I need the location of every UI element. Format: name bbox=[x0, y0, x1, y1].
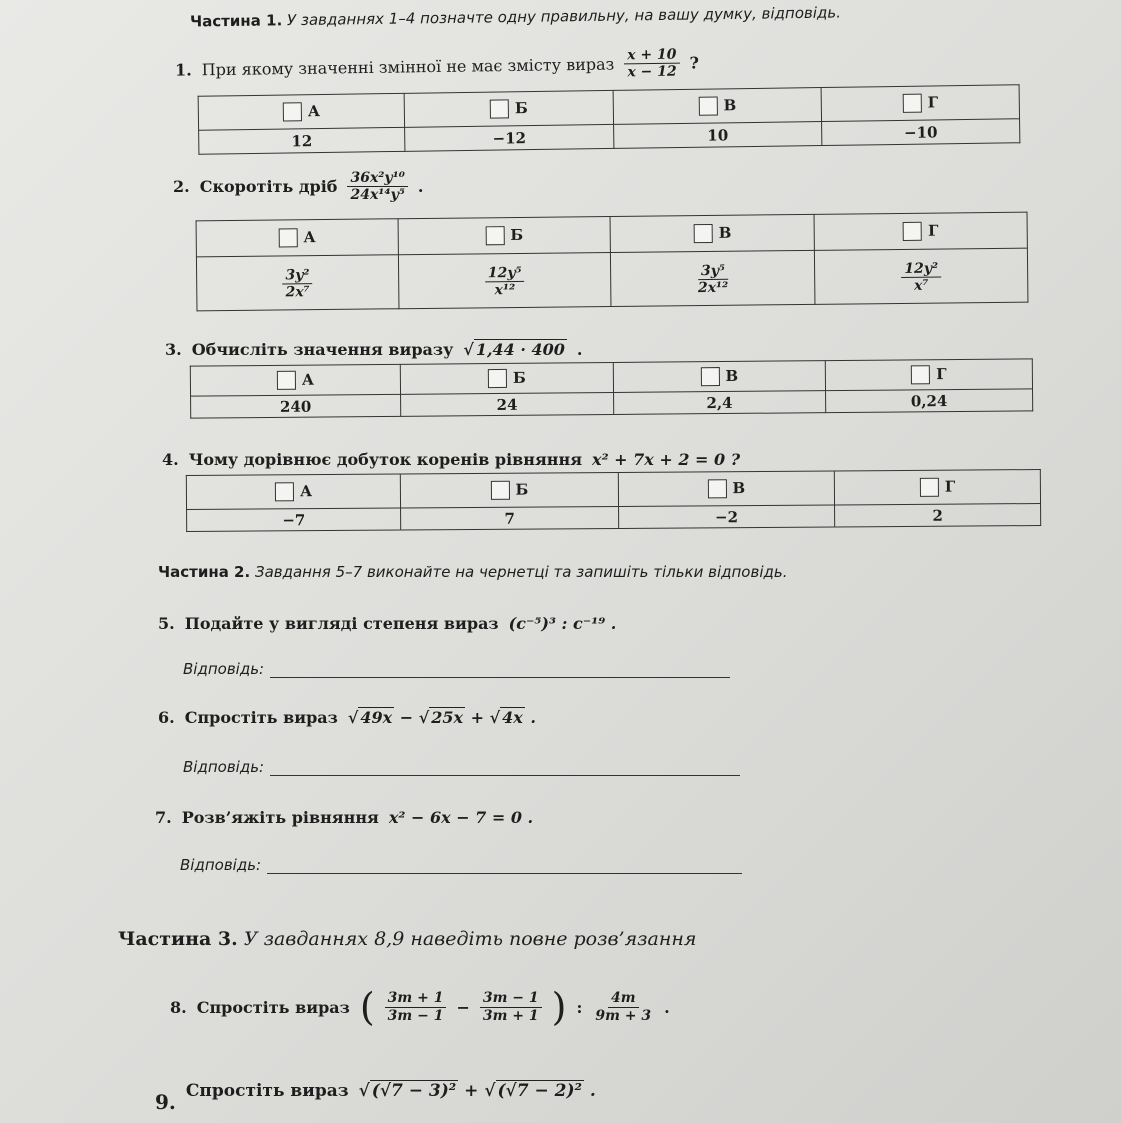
option-letter: Г bbox=[936, 364, 947, 383]
answer-table-1 bbox=[198, 84, 1021, 154]
numerator: 3m − 1 bbox=[480, 990, 542, 1007]
numerator: 3y⁵ bbox=[698, 263, 728, 280]
question-number: 8. bbox=[170, 997, 187, 1017]
denominator: 24x¹⁴y⁵ bbox=[350, 187, 405, 204]
option-value: 240 bbox=[191, 394, 401, 418]
numerator: 12y⁵ bbox=[485, 265, 525, 283]
option-value: 12 bbox=[199, 127, 405, 154]
checkbox[interactable] bbox=[485, 226, 504, 245]
numerator: 3y² bbox=[282, 267, 312, 284]
sqrt-sign: √ bbox=[463, 340, 474, 359]
checkbox[interactable] bbox=[490, 481, 509, 500]
question-3 bbox=[165, 340, 583, 359]
option-value: 2,4 bbox=[613, 391, 825, 415]
checkbox[interactable] bbox=[920, 478, 939, 497]
answer-7 bbox=[180, 856, 742, 874]
part-label: Частина 1. bbox=[189, 11, 283, 31]
option-a[interactable] bbox=[198, 93, 405, 130]
question-number: 6. bbox=[158, 708, 175, 727]
option-letter: А bbox=[299, 481, 313, 500]
option-a[interactable] bbox=[196, 219, 398, 257]
denominator: x − 12 bbox=[627, 63, 677, 81]
option-letter: Б bbox=[515, 480, 529, 499]
option-value: −2 bbox=[618, 505, 835, 529]
checkbox[interactable] bbox=[911, 365, 930, 384]
denominator: 9m + 3 bbox=[595, 1007, 652, 1024]
option-letter: Г bbox=[927, 93, 939, 112]
checkbox[interactable] bbox=[275, 482, 294, 501]
part-instructions: У завданнях 1–4 позначте одну правильну, на вашу думку, відповідь. bbox=[286, 3, 842, 30]
option-letter: В bbox=[732, 478, 746, 497]
option-value bbox=[611, 250, 815, 306]
option-value: −7 bbox=[187, 508, 402, 531]
question-text: Чому дорівнює добуток коренів рівняння bbox=[188, 450, 583, 469]
option-value: 0,24 bbox=[826, 389, 1033, 413]
checkbox[interactable] bbox=[283, 103, 302, 122]
option-value bbox=[398, 253, 611, 309]
question-number: 7. bbox=[155, 808, 172, 827]
option-value bbox=[815, 248, 1028, 304]
option-value: −12 bbox=[405, 124, 614, 151]
expression: (c⁻⁵)³ : c⁻¹⁹ . bbox=[508, 614, 617, 633]
numerator: 4m bbox=[608, 990, 639, 1007]
option-b[interactable] bbox=[398, 217, 611, 255]
denominator: x¹² bbox=[494, 282, 516, 299]
punct: . bbox=[576, 340, 583, 359]
radicand: (√7 − 2)² bbox=[497, 1081, 582, 1101]
option-value: −10 bbox=[822, 119, 1020, 146]
option-letter: А bbox=[301, 370, 315, 389]
radicand: 49x bbox=[360, 708, 393, 727]
checkbox[interactable] bbox=[707, 479, 726, 498]
numerator: 3m + 1 bbox=[385, 990, 447, 1007]
option-letter: А bbox=[307, 101, 321, 120]
numerator: x + 10 bbox=[624, 47, 680, 65]
question-number: 3. bbox=[165, 340, 182, 359]
radicand: 1,44 · 400 bbox=[475, 340, 565, 359]
part-label: Частина 2. bbox=[158, 563, 251, 581]
answer-label: Відповідь: bbox=[183, 758, 265, 776]
equation: x² + 7x + 2 = 0 ? bbox=[592, 450, 741, 469]
option-letter: Б bbox=[512, 368, 526, 387]
option-letter: Б bbox=[510, 225, 524, 244]
denominator: 2x¹² bbox=[697, 279, 729, 297]
option-letter: В bbox=[723, 95, 737, 115]
denominator: 3m − 1 bbox=[387, 1007, 444, 1024]
part2-heading bbox=[158, 563, 787, 581]
checkbox[interactable] bbox=[694, 224, 713, 243]
part-instructions: У завданнях 8,9 наведіть повне розв’язання bbox=[243, 928, 697, 950]
question-text: При якому значенні змінної не має змісту вираз bbox=[201, 54, 615, 80]
answer-table-3 bbox=[190, 358, 1033, 418]
fraction bbox=[624, 47, 680, 81]
option-letter: А bbox=[303, 227, 316, 246]
punct: ? bbox=[689, 53, 700, 73]
answer-line-6[interactable] bbox=[270, 774, 740, 776]
option-value: 24 bbox=[401, 392, 614, 416]
question-5 bbox=[158, 614, 616, 633]
checkbox[interactable] bbox=[278, 229, 297, 248]
part3-heading bbox=[118, 928, 696, 950]
option-value: 2 bbox=[835, 504, 1041, 527]
fraction bbox=[347, 170, 407, 203]
denominator: 3m + 1 bbox=[482, 1007, 539, 1024]
option-letter: Б bbox=[514, 98, 528, 118]
part1-heading bbox=[190, 3, 841, 30]
option-value: 10 bbox=[614, 122, 823, 149]
checkbox[interactable] bbox=[488, 369, 507, 388]
answer-line-5[interactable] bbox=[270, 676, 730, 678]
answer-label: Відповідь: bbox=[183, 660, 265, 678]
option-b[interactable] bbox=[404, 90, 613, 127]
question-text: Подайте у вигляді степеня вираз bbox=[184, 614, 499, 633]
question-8: 8. Спростіть вираз ( $\frac{3m + 1}{3m - 1}$ − $\frac{3m - 1}{3m + 1}$ ) : $\frac{4m}{9m + 3}$ . bbox=[170, 985, 670, 1029]
question-number: 5. bbox=[158, 614, 175, 633]
question-text: Спростіть вираз bbox=[184, 708, 338, 727]
question-2 bbox=[173, 170, 423, 203]
question-1 bbox=[175, 46, 699, 87]
answer-label: Відповідь: bbox=[180, 856, 262, 874]
option-v[interactable] bbox=[610, 214, 814, 252]
question-number: 2. bbox=[173, 177, 190, 197]
checkbox[interactable] bbox=[277, 371, 296, 390]
question-text: Спростіть вираз bbox=[196, 997, 350, 1017]
option-g[interactable] bbox=[834, 470, 1040, 505]
question-text: Спростіть вираз bbox=[185, 1081, 349, 1101]
answer-table-4 bbox=[186, 469, 1041, 532]
question-text: Скоротіть дріб bbox=[199, 177, 338, 197]
option-value: 7 bbox=[401, 506, 618, 530]
option-v[interactable] bbox=[613, 88, 822, 125]
equation: x² − 6x − 7 = 0 . bbox=[388, 808, 534, 827]
option-v[interactable] bbox=[618, 471, 835, 507]
question-6: 6. Спростіть вираз √ 49x − √ 25x + √ 4x . bbox=[158, 708, 536, 727]
answer-6 bbox=[183, 758, 740, 776]
denominator: x⁷ bbox=[914, 277, 929, 294]
option-letter: Г bbox=[928, 221, 939, 240]
checkbox[interactable] bbox=[700, 367, 719, 386]
question-9: 9. Спростіть вираз √ (√7 − 3)² + √ (√7 − 2)² . bbox=[155, 1081, 596, 1114]
radicand: 4x bbox=[502, 708, 523, 727]
radicand: (√7 − 3)² bbox=[371, 1081, 457, 1101]
option-value bbox=[196, 255, 398, 311]
question-number: 1. bbox=[174, 60, 192, 80]
option-letter: Г bbox=[944, 477, 956, 496]
option-a[interactable] bbox=[190, 364, 400, 396]
option-b[interactable] bbox=[401, 472, 618, 508]
option-g[interactable] bbox=[814, 212, 1027, 250]
part-instructions: Завдання 5–7 виконайте на чернетці та запишіть тільки відповідь. bbox=[254, 563, 788, 581]
checkbox[interactable] bbox=[903, 94, 922, 113]
question-text: Обчисліть значення виразу bbox=[191, 340, 454, 359]
option-g[interactable] bbox=[825, 359, 1032, 391]
option-g[interactable] bbox=[821, 85, 1019, 122]
answer-5 bbox=[183, 660, 730, 678]
punct: . bbox=[417, 177, 424, 197]
checkbox[interactable] bbox=[490, 100, 509, 119]
numerator: 36x²y¹⁰ bbox=[347, 170, 407, 187]
part-label: Частина 3. bbox=[118, 928, 238, 950]
answer-table-2 bbox=[196, 212, 1029, 312]
option-v[interactable] bbox=[613, 361, 825, 393]
question-number: 9. bbox=[155, 1090, 176, 1114]
question-7 bbox=[155, 808, 533, 827]
option-letter: В bbox=[725, 366, 739, 385]
option-b[interactable] bbox=[400, 362, 613, 394]
radicand: 25x bbox=[431, 708, 464, 727]
denominator: 2x⁷ bbox=[285, 284, 310, 301]
answer-line-7[interactable] bbox=[267, 872, 742, 874]
option-a[interactable] bbox=[186, 474, 401, 509]
question-4 bbox=[162, 450, 740, 469]
question-text: Розв’яжіть рівняння bbox=[181, 808, 379, 827]
question-number: 4. bbox=[162, 450, 179, 469]
checkbox[interactable] bbox=[903, 222, 922, 241]
numerator: 12y² bbox=[901, 260, 941, 278]
checkbox[interactable] bbox=[698, 97, 717, 116]
option-letter: В bbox=[718, 223, 732, 242]
